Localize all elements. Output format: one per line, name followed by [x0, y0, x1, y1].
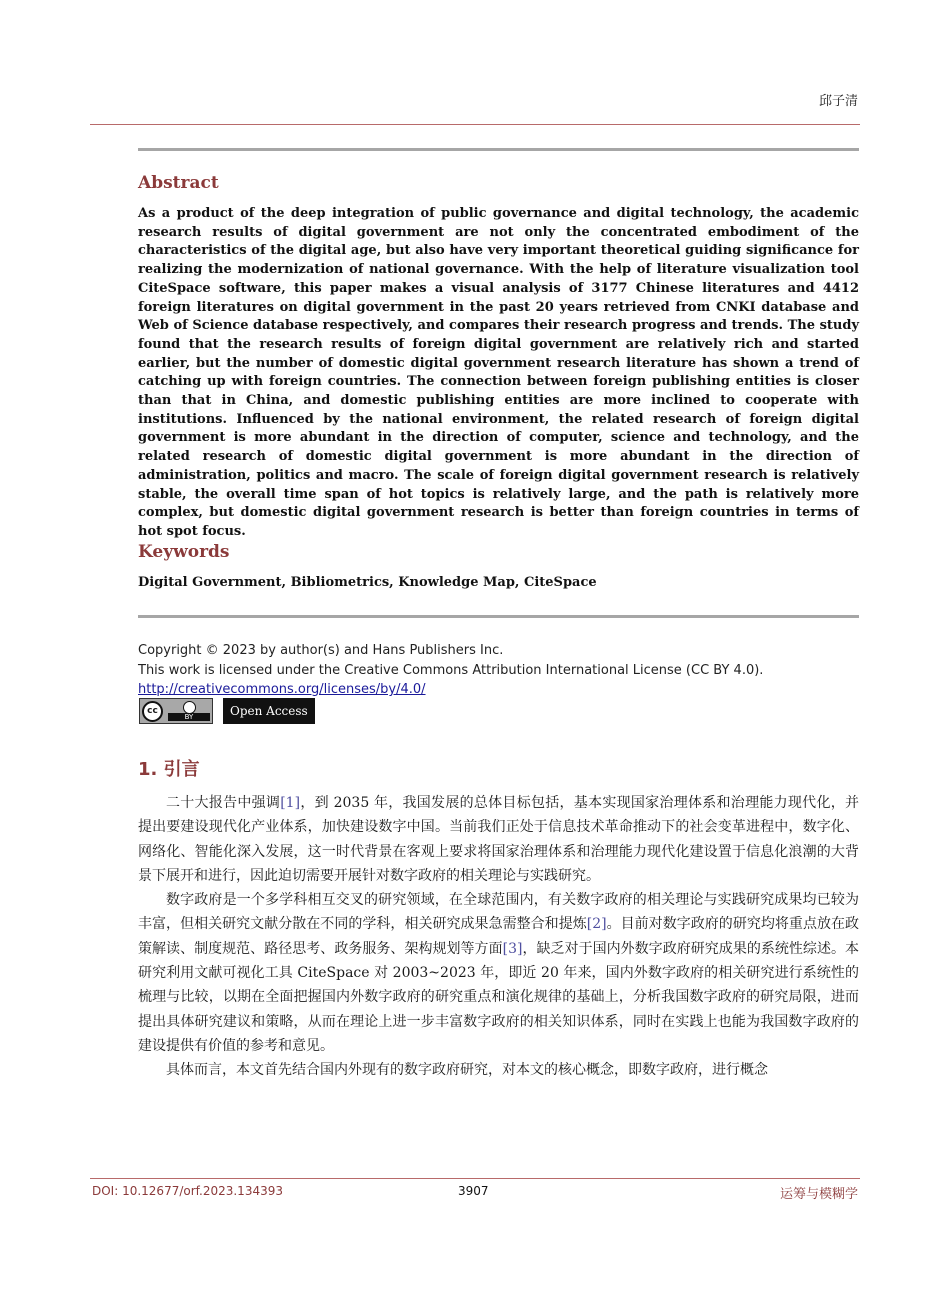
running-head-author: 邱子清 — [818, 94, 858, 109]
keywords-heading: Keywords — [138, 542, 230, 562]
paragraph-1 — [138, 791, 859, 888]
citation-3[interactable]: [3] — [502, 940, 523, 957]
abstract-frame-top-rule — [138, 148, 859, 151]
footer-rule — [90, 1178, 860, 1179]
citation-2[interactable]: [2] — [586, 916, 607, 933]
body-text — [138, 791, 859, 1083]
paragraph-2-text-c: ，缺乏对于国内外数字政府研究成果的系统性综述。本研究利用文献可视化工具 CiteSpace 对 2003~2023 年，即近 20 年来，国内外数字政府的相关研究进行系统性的梳理与比较，以期在全面把握国内外数字政府的研究重点和演化规律的基础上，分析我国数字政府的研究局限，进而提出具体研究建议和策略，从而在理论上进一步丰富数字政府的相关知识体系，同时在实践上也能为我国数字政府的建设提供有价值的参考和意见。 — [138, 940, 860, 1054]
by-label: BY — [168, 713, 210, 721]
abstract-frame-bottom-rule — [138, 615, 859, 618]
copyright-line: Copyright © 2023 by author(s) and Hans Publishers Inc. — [138, 643, 504, 658]
paragraph-1-text-b: ，到 2035 年，我国发展的总体目标包括，基本实现国家治理体系和治理能力现代化，并提出要建设现代化产业体系，加快建设数字中国。当前我们正处于信息技术革命推动下的社会变革进程中，数字化、网络化、智能化深入发展，这一时代背景在客观上要求将国家治理体系和治理能力现代化建设置于信息化浪潮的大背景下展开和进行，因此迫切需要开展针对数字政府的相关理论与实践研究。 — [138, 795, 860, 884]
license-link[interactable]: http://creativecommons.org/licenses/by/4.0/ — [138, 682, 426, 697]
footer-page-number: 3907 — [458, 1184, 489, 1198]
section-heading: 1. 引言 — [138, 759, 200, 780]
keywords-text: Digital Government, Bibliometrics, Knowledge Map, CiteSpace — [138, 575, 597, 590]
paragraph-2-text-a: 数字政府是一个多学科相互交叉的研究领域，在全球范围内，有关数字政府的相关理论与实践研究成果均已较为丰富，但相关研究文献分散在不同的学科，相关研究成果急需整合和提炼 — [138, 892, 859, 933]
abstract-text: As a product of the deep integration of public governance and digital technology, the academic research results of digital government are not only the concentrated embodiment of the characteristics of the digital age, but also have very important theoretical guiding significance for realizing the modernization of national governance. With the help of literature visualization tool CiteSpace software, this paper makes a visual analysis of 3177 Chinese literatures and 4412 foreign literatures on digital government in the past 20 years retrieved from CNKI database and Web of Science database respectively, and compares their research progress and trends. The study found that the research results of foreign digital government are relatively rich and started earlier, but the number of domestic digital government research literature has shown a trend of catching up with foreign countries. The connection between foreign publishing entities is closer than that in China, and domestic publishing entities are more inclined to cooperate with institutions. Influenced by the national environment, the related research of foreign digital government is more abundant in the direction of computer, science and technology, and the related research of domestic digital government is more abundant in the direction of administration, politics and macro. The scale of foreign digital government research is relatively stable, the overall time span of hot topics is relatively large, and the path is relatively more complex, but domestic digital government research is better than foreign countries in terms of hot spot focus. — [138, 206, 859, 539]
footer-doi: DOI: 10.12677/orf.2023.134393 — [92, 1184, 283, 1198]
cc-icon: cc — [142, 701, 163, 722]
cc-by-badge[interactable] — [139, 698, 213, 724]
footer-journal-name: 运筹与模糊学 — [779, 1187, 858, 1202]
citation-1[interactable]: [1] — [280, 795, 301, 811]
license-statement: This work is licensed under the Creative Commons Attribution International License (CC BY 4.0). — [138, 662, 764, 678]
paragraph-1-text-a: 二十大报告中强调 — [166, 795, 281, 811]
paragraph-2-text-b: 。目前对数字政府的研究均将重点放在政策解读、制度规范、路径思考、政务服务、架构规划等方面 — [138, 916, 860, 957]
abstract-heading: Abstract — [138, 173, 219, 193]
license-badges — [139, 698, 315, 724]
header-rule — [90, 124, 860, 125]
paragraph-2 — [138, 888, 859, 1058]
paragraph-3: 具体而言，本文首先结合国内外现有的数字政府研究，对本文的核心概念，即数字政府，进行概念 — [166, 1062, 768, 1079]
copyright-block — [138, 641, 763, 700]
open-access-badge[interactable]: Open Access — [223, 698, 315, 724]
